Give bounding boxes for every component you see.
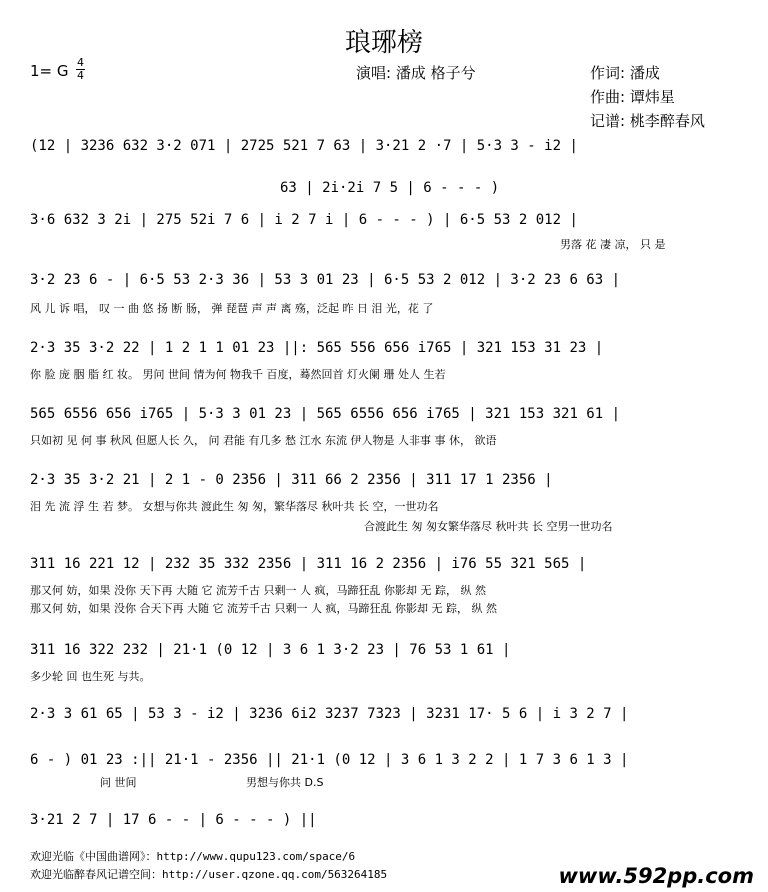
time-signature <box>76 58 85 81</box>
time-signature-bottom: 4 <box>77 69 84 82</box>
time-signature-top: 4 <box>77 56 84 69</box>
lyrics-line-3: 你 脸 庞 胭 脂 红 妆。 男问 世间 情为何 物我千 百度，蓦然回首 灯火阑 珊 处人 生若 <box>30 368 446 381</box>
lyrics-line-11: 男想与你共 D.S <box>246 776 324 789</box>
lyrics-line-4: 只如初 见 何 事 秋风 但愿人长 久， 问 君能 有几多 愁 江水 东流 伊人物是 人非事 事 休， 欲语 <box>30 434 497 447</box>
notation-line-4: 3·2 23 6 - | 6·5 53 2·3 36 | 53 3 01 23 | 6·5 53 2 012 | 3·2 23 6 63 | <box>30 272 621 288</box>
lyrics-line-6: 合渡此生 匆 匆女繁华落尽 秋叶共 长 空男一世功名 <box>364 520 613 533</box>
footer-line-1: 欢迎光临《中国曲谱网》：http://www.qupu123.com/space/6 <box>30 850 356 863</box>
credit-composer: 作曲: 谭炜星 <box>590 88 675 106</box>
lyrics-line-5: 泪 先 流 浮 生 若 梦。 女想与你共 渡此生 匆 匆，繁华落尽 秋叶共 长 空，一世功名 <box>30 500 439 513</box>
notation-line-10: 2·3 3 61 65 | 53 3 - i2 | 3236 6i2 3237 7323 | 3231 17· 5 6 | i 3 2 7 | <box>30 706 629 722</box>
notation-line-1: (12 | 3236 632 3·2 071 | 2725 521 7 63 | 3·21 2 ·7 | 5·3 3 - i2 | <box>30 138 578 154</box>
notation-line-12: 3·21 2 7 | 17 6 - - | 6 - - - ) || <box>30 812 317 828</box>
footer-line-2: 欢迎光临醉春风记谱空间：http://user.qzone.qq.com/563264185 <box>30 868 388 881</box>
lyrics-line-7: 那又何 妨，如果 没你 天下再 大随 它 流芳千古 只剩一 人 疯，马蹄狂乱 你影却 无 踪， 纵 然 <box>30 584 486 597</box>
singers: 演唱: 潘成 格子兮 <box>356 64 476 82</box>
lyrics-line-1: 男落 花 凄 凉， 只 是 <box>560 238 666 251</box>
credit-transcriber: 记谱: 桃李醉春风 <box>590 112 705 130</box>
notation-line-11: 6 - ) 01 23 :|| 21·1 - 2356 || 21·1 (0 12 | 3 6 1 3 2 2 | 1 7 3 6 1 3 | <box>30 752 629 768</box>
watermark: www.592pp.com <box>558 864 754 888</box>
lyrics-line-10: 问 世间 <box>100 776 137 789</box>
notation-line-9: 311 16 322 232 | 21·1 (0 12 | 3 6 1 3·2 23 | 76 53 1 61 | <box>30 642 511 658</box>
notation-line-5: 2·3 35 3·2 22 | 1 2 1 1 01 23 ||: 565 556 656 i765 | 321 153 31 23 | <box>30 340 604 356</box>
key-signature: 1= G <box>30 62 69 80</box>
lyrics-line-9: 多少轮 回 也生死 与共。 <box>30 670 151 683</box>
credit-lyricist: 作词: 潘成 <box>590 64 660 82</box>
notation-line-8: 311 16 221 12 | 232 35 332 2356 | 311 16 2 2356 | i76 55 321 565 | <box>30 556 587 572</box>
lyrics-line-2: 风 儿 诉 唱， 叹 一 曲 悠 扬 断 肠， 弹 琵琶 声 声 离 殇，泛起 昨 日 泪 光，花 了 <box>30 302 434 315</box>
notation-line-3: 3·6 632 3 2i | 275 52i 7 6 | i 2 7 i | 6 - - - ) | 6·5 53 2 012 | <box>30 212 578 228</box>
notation-line-2: 63 | 2i·2i 7 5 | 6 - - - ) <box>280 180 500 196</box>
notation-line-6: 565 6556 656 i765 | 5·3 3 01 23 | 565 6556 656 i765 | 321 153 321 61 | <box>30 406 621 422</box>
lyrics-line-8: 那又何 妨，如果 没你 合天下再 大随 它 流芳千古 只剩一 人 疯，马蹄狂乱 你影却 无 踪， 纵 然 <box>30 602 497 615</box>
notation-line-7: 2·3 35 3·2 21 | 2 1 - 0 2356 | 311 66 2 2356 | 311 17 1 2356 | <box>30 472 553 488</box>
song-title: 琅琊榜 <box>344 28 423 58</box>
